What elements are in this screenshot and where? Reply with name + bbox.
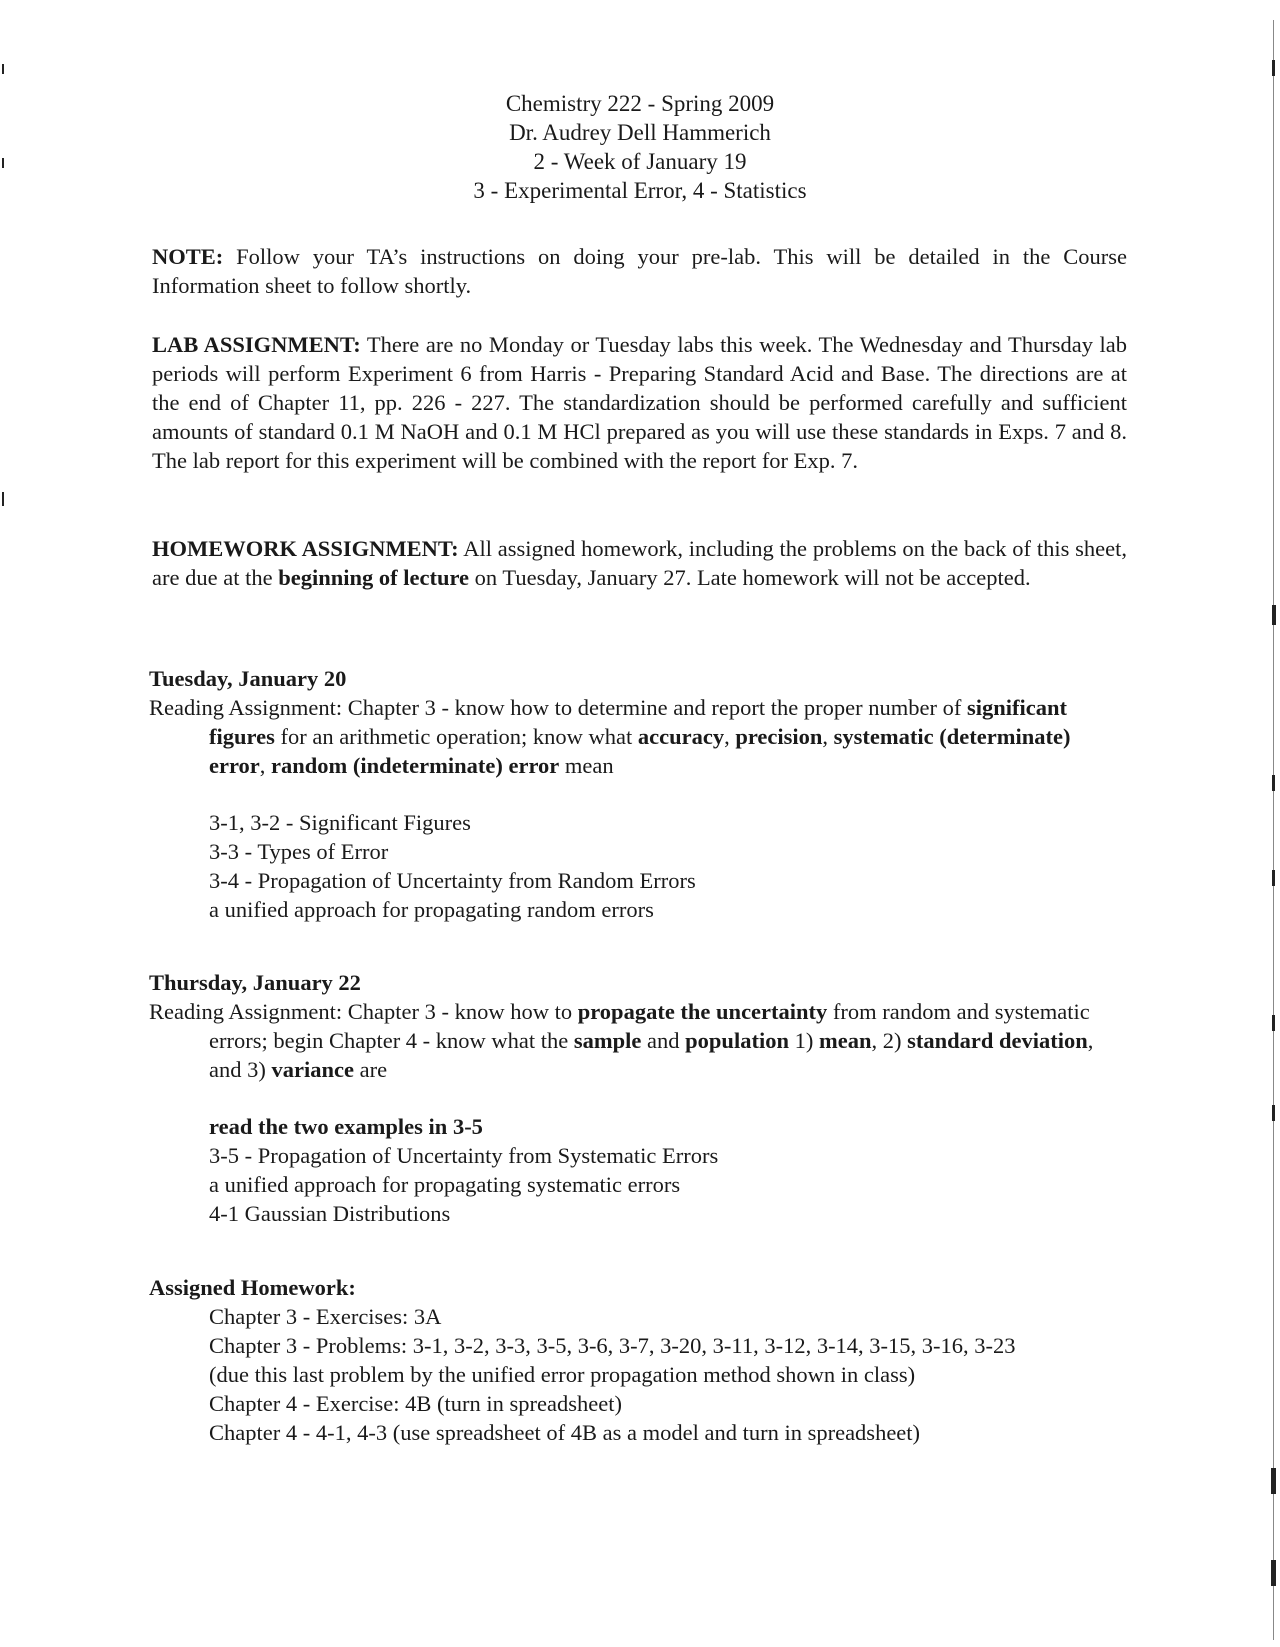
thu-r2: from random and systematic errors; begin Chapter 4 - know what the <box>209 999 1090 1053</box>
thu-b3: population <box>685 1028 789 1053</box>
thursday-topics <box>209 1112 718 1228</box>
thursday-topic: a unified approach for propagating systematic errors <box>209 1172 681 1197</box>
thu-b4: mean <box>818 1028 872 1053</box>
scan-mark-right-4 <box>1272 870 1275 886</box>
assigned-item: Chapter 3 - Problems: 3-1, 3-2, 3-3, 3-5, 3-6, 3-7, 3-20, 3-11, 3-12, 3-14, 3-15, 3-16, 3-23 <box>209 1333 1016 1358</box>
thu-b5: standard deviation <box>907 1028 1088 1053</box>
lab-label: LAB ASSIGNMENT: <box>152 332 361 357</box>
thu-r6: , and 3) <box>209 1028 1094 1082</box>
assigned-item: (due this last problem by the unified error propagation method shown in class) <box>209 1362 916 1387</box>
note-text: Follow your TA’s instructions on doing your pre-lab. This will be detailed in the Course Information sheet to follow shortly. <box>152 244 1127 298</box>
scan-mark-right-8 <box>1271 1560 1276 1586</box>
tuesday-topics <box>209 808 696 924</box>
thursday-topic: 4-1 Gaussian Distributions <box>209 1201 451 1226</box>
scan-edge-right <box>1273 20 1274 1640</box>
thu-r5: , 2) <box>871 1028 908 1053</box>
tue-b5: random (indeterminate) error <box>271 753 560 778</box>
tuesday-topic: 3-4 - Propagation of Uncertainty from Random Errors <box>209 868 696 893</box>
scan-mark-right-5 <box>1272 1015 1275 1031</box>
scan-mark-right-7 <box>1271 1468 1276 1494</box>
assigned-item: Chapter 3 - Exercises: 3A <box>209 1304 442 1329</box>
thu-b2: sample <box>573 1028 642 1053</box>
tue-r3: , <box>724 724 736 749</box>
homework-text-a: All assigned homework, including the problems on the back of this sheet, are due at the <box>152 536 1127 590</box>
scan-mark-right-6 <box>1272 1105 1275 1121</box>
thu-b6: variance <box>271 1057 354 1082</box>
note-paragraph <box>152 242 1127 300</box>
thursday-topic: 3-5 - Propagation of Uncertainty from Systematic Errors <box>209 1143 719 1168</box>
lab-text: There are no Monday or Tuesday labs this week. The Wednesday and Thursday lab periods will perform Experiment 6 from Harris - Preparing Standard Acid and Base. The directions are at the end of Chapter 11, pp. 226 - 227. The standardization should be performed carefully and sufficient amounts of standard 0.1 M NaOH and 0.1 M HCl prepared as you will use these standards in Exps. 7 and 8. The lab report for this experiment will be combined with the report for Exp. 7. <box>152 332 1127 473</box>
tue-b2: accuracy <box>637 724 725 749</box>
note-label: NOTE: <box>152 244 224 269</box>
thursday-heading: Thursday, January 22 <box>149 970 361 995</box>
tue-r5: , <box>259 753 272 778</box>
assigned-item: Chapter 4 - 4-1, 4-3 (use spreadsheet of 4B as a model and turn in spreadsheet) <box>209 1420 921 1445</box>
assigned-item: Chapter 4 - Exercise: 4B (turn in spreadsheet) <box>209 1391 622 1416</box>
tue-b1: significant figures <box>209 695 1067 749</box>
lab-paragraph <box>152 330 1127 475</box>
homework-bold: beginning of lecture <box>278 565 470 590</box>
scan-mark-right-1 <box>1272 60 1275 76</box>
tue-r1: Reading Assignment: Chapter 3 - know how to determine and report the proper number of <box>149 695 967 720</box>
tue-b3: precision <box>735 724 823 749</box>
assigned-homework-heading: Assigned Homework: <box>149 1275 356 1300</box>
homework-paragraph <box>152 534 1127 592</box>
tue-r4: , <box>822 724 834 749</box>
thursday-subhead: read the two examples in 3-5 <box>209 1114 483 1139</box>
homework-label: HOMEWORK ASSIGNMENT: <box>152 536 459 561</box>
tue-r2: for an arithmetic operation; know what <box>274 724 638 749</box>
tue-b4: systematic (determinate) error <box>209 724 1071 778</box>
thu-r4: 1) <box>788 1028 819 1053</box>
thu-r3: and <box>641 1028 686 1053</box>
scan-mark-left-3 <box>2 492 4 506</box>
thu-b1: propagate the uncertainty <box>577 999 828 1024</box>
tue-r6: mean <box>559 753 614 778</box>
thu-r1: Reading Assignment: Chapter 3 - know how to <box>149 999 578 1024</box>
tuesday-heading: Tuesday, January 20 <box>149 666 347 691</box>
thursday-reading <box>149 997 1127 1084</box>
topics-line: 3 - Experimental Error, 4 - Statistics <box>473 178 807 203</box>
scan-mark-right-2 <box>1272 605 1276 625</box>
thu-r7: are <box>353 1057 388 1082</box>
instructor-name: Dr. Audrey Dell Hammerich <box>509 120 771 145</box>
homework-text-b: on Tuesday, January 27. Late homework will not be accepted. <box>469 565 1031 590</box>
scan-mark-right-3 <box>1272 775 1275 791</box>
course-title: Chemistry 222 - Spring 2009 <box>505 91 775 116</box>
assigned-homework-list <box>209 1302 1016 1447</box>
week-heading: 2 - Week of January 19 <box>533 149 747 174</box>
tuesday-topic: a unified approach for propagating random errors <box>209 897 654 922</box>
tuesday-topic: 3-1, 3-2 - Significant Figures <box>209 810 471 835</box>
scan-mark-left-1 <box>2 64 4 74</box>
tuesday-reading <box>149 693 1127 780</box>
tuesday-topic: 3-3 - Types of Error <box>209 839 389 864</box>
